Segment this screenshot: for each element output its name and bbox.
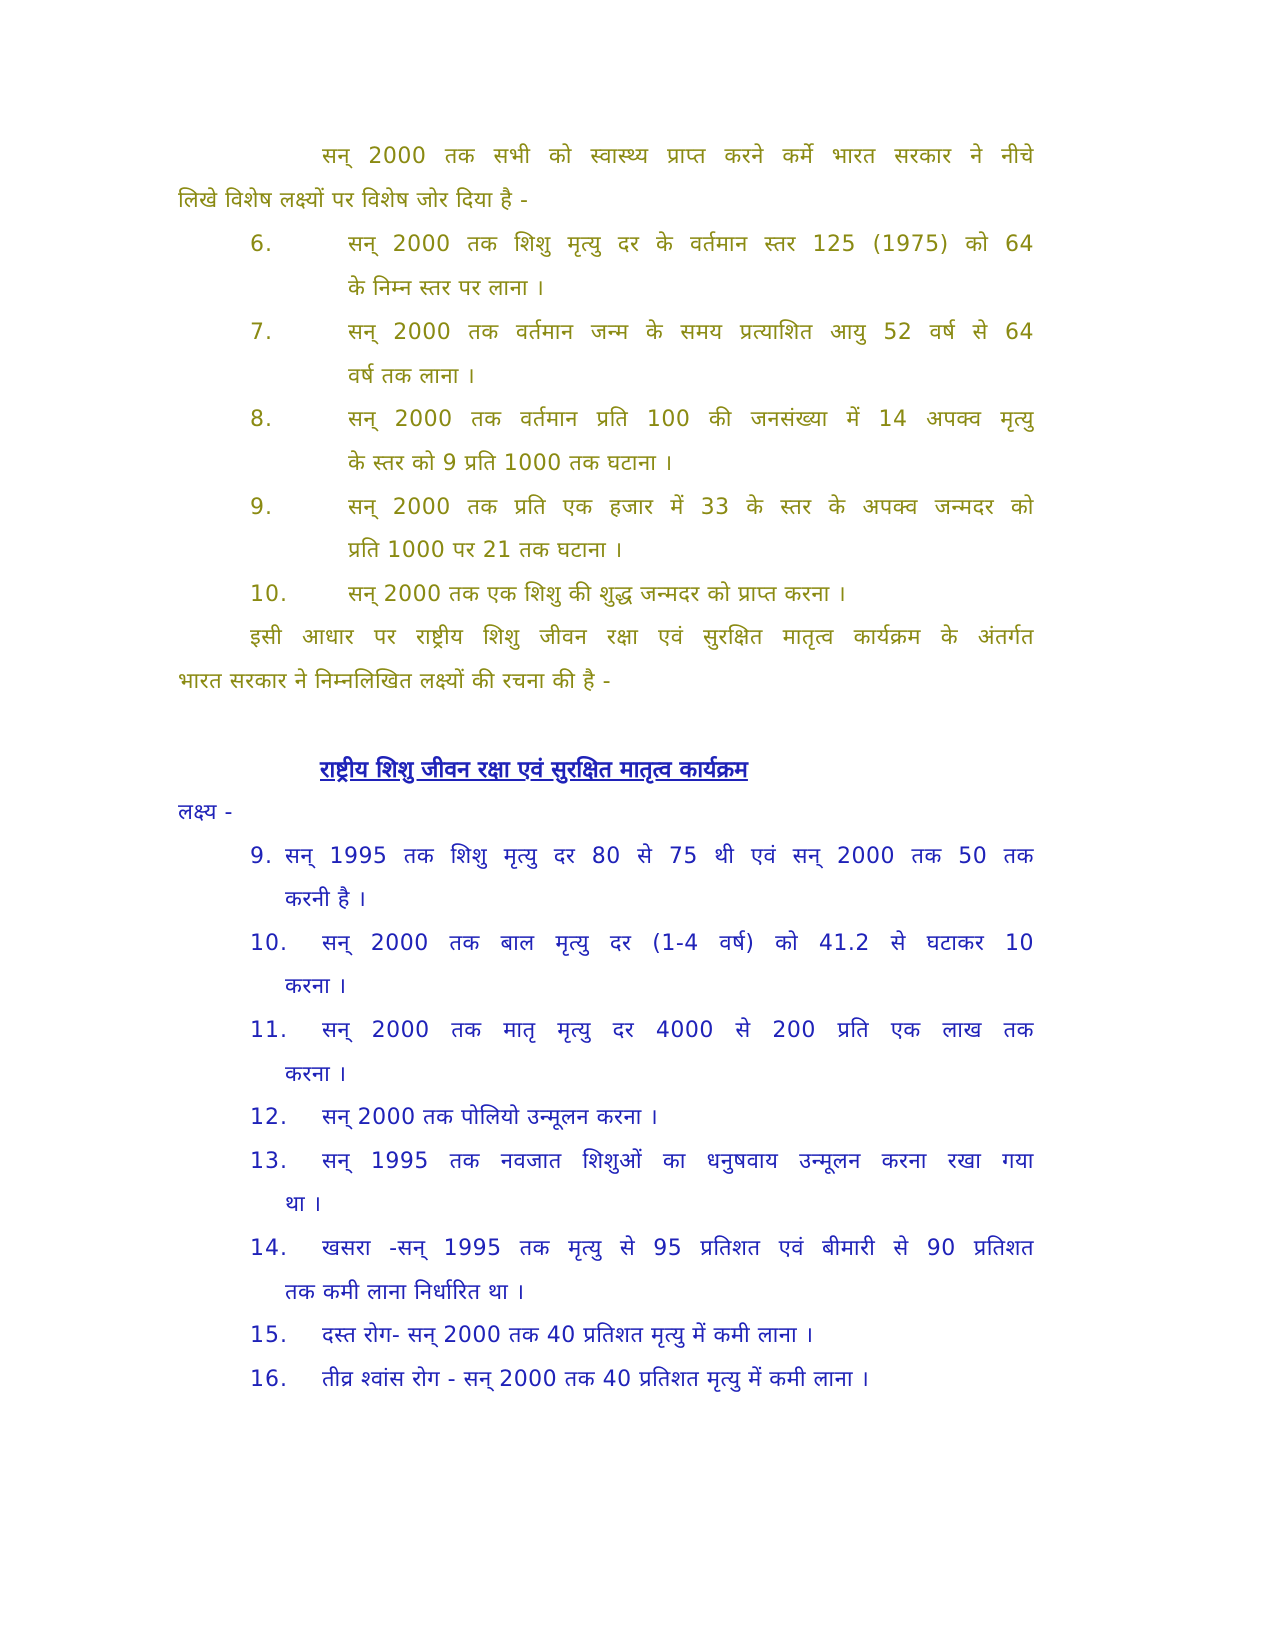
goal-a-number: 6.	[250, 232, 273, 257]
goal-b-line: था ।	[285, 1192, 322, 1217]
goal-a-line: सन् 2000 तक वर्तमान प्रति 100 की जनसंख्या में 14 अपक्व मृत्यु	[348, 407, 1034, 432]
goal-a-line: के स्तर को 9 प्रति 1000 तक घटाना ।	[348, 451, 673, 476]
goal-a-line: सन् 2000 तक शिशु मृत्यु दर के वर्तमान स्तर 125 (1975) को 64	[348, 232, 1034, 257]
goal-a-line: सन् 2000 तक वर्तमान जन्म के समय प्रत्याशित आयु 52 वर्ष से 64	[348, 320, 1034, 345]
goal-b-line: सन् 1995 तक नवजात शिशुओं का धनुषवाय उन्मूलन करना रखा गया	[322, 1149, 1034, 1174]
goal-a-number: 7.	[250, 320, 273, 345]
para2-line-1: इसी आधार पर राष्ट्रीय शिशु जीवन रक्षा एवं सुरक्षित मातृत्व कार्यक्रम के अंतर्गत	[250, 625, 1034, 650]
goal-b-line: सन् 2000 तक मातृ मृत्यु दर 4000 से 200 प्रति एक लाख तक	[322, 1018, 1034, 1043]
intro-line-2: लिखे विशेष लक्ष्यों पर विशेष जोर दिया है -	[178, 188, 529, 213]
goal-a-number: 8.	[250, 407, 273, 432]
goal-b-number: 9.	[250, 844, 273, 869]
goal-b-number: 10.	[250, 931, 288, 956]
goal-b-line: तक कमी लाना निर्धारित था ।	[285, 1280, 525, 1305]
goal-b-number: 15.	[250, 1323, 288, 1348]
goal-b-number: 16.	[250, 1367, 288, 1392]
goal-b-number: 12.	[250, 1105, 288, 1130]
goal-b-line: सन् 2000 तक पोलियो उन्मूलन करना ।	[322, 1105, 659, 1130]
goal-a-line: प्रति 1000 पर 21 तक घटाना ।	[348, 538, 623, 563]
goal-a-number: 9.	[250, 495, 273, 520]
goal-b-number: 13.	[250, 1149, 288, 1174]
goal-b-line: तीव्र श्वांस रोग - सन् 2000 तक 40 प्रतिशत मृत्यु में कमी लाना ।	[322, 1367, 870, 1392]
intro-line-1: सन् 2000 तक सभी को स्वास्थ्य प्राप्त करने कर्मे भारत सरकार ने नीचे	[322, 144, 1034, 169]
goal-a-line: के निम्न स्तर पर लाना ।	[348, 276, 545, 301]
goal-a-line: सन् 2000 तक एक शिशु की शुद्ध जन्मदर को प्राप्त करना ।	[348, 582, 847, 607]
section-heading: राष्ट्रीय शिशु जीवन रक्षा एवं सुरक्षित मातृत्व कार्यक्रम	[320, 757, 748, 783]
goal-b-line: खसरा -सन् 1995 तक मृत्यु से 95 प्रतिशत एवं बीमारी से 90 प्रतिशत	[322, 1236, 1034, 1261]
goal-a-line: वर्ष तक लाना ।	[348, 364, 476, 389]
goal-a-number: 10.	[250, 582, 288, 607]
goal-b-line: सन् 1995 तक शिशु मृत्यु दर 80 से 75 थी एवं सन् 2000 तक 50 तक	[285, 844, 1034, 869]
goal-b-line: करना ।	[285, 1062, 347, 1087]
para2-line-2: भारत सरकार ने निम्नलिखित लक्ष्यों की रचना की है -	[178, 669, 612, 694]
target-label: लक्ष्य -	[178, 800, 233, 825]
goal-b-line: करना ।	[285, 974, 347, 999]
goal-b-number: 14.	[250, 1236, 288, 1261]
goal-b-line: सन् 2000 तक बाल मृत्यु दर (1-4 वर्ष) को 41.2 से घटाकर 10	[322, 931, 1034, 956]
goal-a-line: सन् 2000 तक प्रति एक हजार में 33 के स्तर के अपक्व जन्मदर को	[348, 495, 1034, 520]
goal-b-line: दस्त रोग- सन् 2000 तक 40 प्रतिशत मृत्यु में कमी लाना ।	[322, 1323, 814, 1348]
goal-b-number: 11.	[250, 1018, 288, 1043]
goal-b-line: करनी है ।	[285, 887, 367, 912]
